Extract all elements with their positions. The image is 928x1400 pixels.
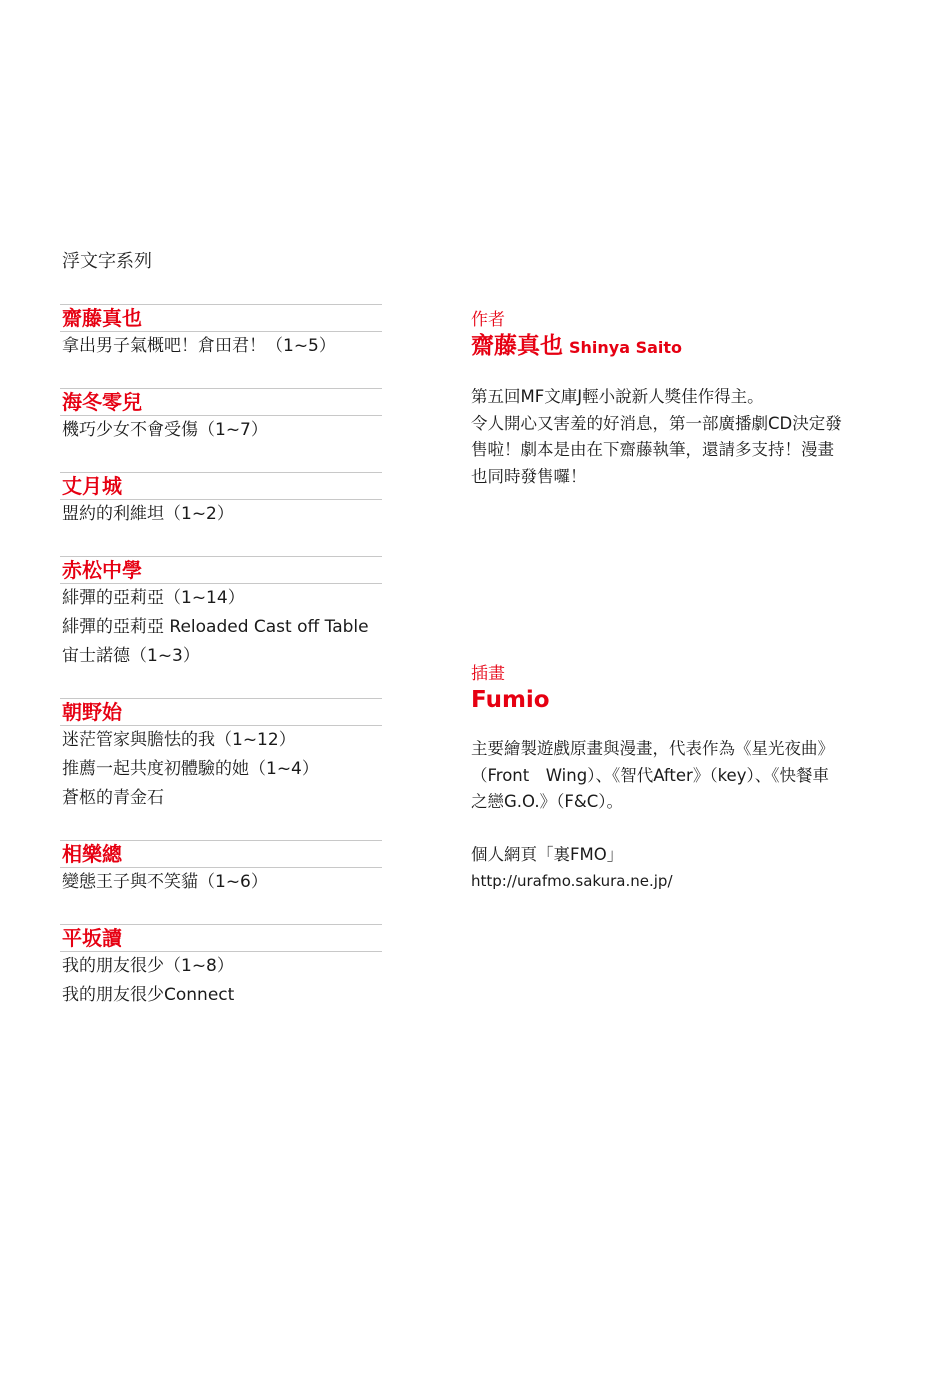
homepage-label: 個人網頁「裏FMO」 <box>471 844 624 864</box>
work-title: 宙士諾德（1~3） <box>62 646 200 666</box>
illustrator-name: Fumio <box>471 687 550 713</box>
work-title: 迷茫管家與膽怯的我（1~12） <box>62 730 296 750</box>
bio-line: 之戀G.O.》（F&C）。 <box>471 792 623 811</box>
author-name: 相樂總 <box>60 840 382 868</box>
author-name: 朝野始 <box>60 698 382 726</box>
homepage-url[interactable]: http://urafmo.sakura.ne.jp/ <box>471 872 673 890</box>
work-title: 緋彈的亞莉亞 Reloaded Cast off Table <box>62 617 369 637</box>
bio-line: 售啦！劇本是由在下齋藤執筆，還請多支持！漫畫 <box>471 440 834 459</box>
author-name: 齋藤真也 <box>60 304 382 332</box>
bio-line: 令人開心又害羞的好消息，第一部廣播劇CD決定發 <box>471 413 842 433</box>
author-name: 丈月城 <box>60 472 382 500</box>
author-profile-name <box>471 331 891 363</box>
work-title: 盟約的利維坦（1~2） <box>62 504 234 524</box>
author-entry <box>60 698 382 813</box>
work-title: 我的朋友很少（1~8） <box>62 956 234 976</box>
series-title: 浮文字系列 <box>62 251 152 272</box>
work-title: 機巧少女不會受傷（1~7） <box>62 420 268 440</box>
work-title: 我的朋友很少Connect <box>62 985 235 1005</box>
author-label: 作者 <box>471 310 505 330</box>
work-title: 推薦一起共度初體驗的她（1~4） <box>62 759 319 779</box>
author-entry <box>60 304 382 361</box>
author-name: 海冬零兒 <box>60 388 382 416</box>
bio-line: 也同時發售囉！ <box>471 466 587 486</box>
illustrator-label: 插畫 <box>471 664 505 684</box>
illustrator-bio <box>471 736 891 894</box>
illustrator-profile <box>471 663 891 894</box>
bio-line: 主要繪製遊戲原畫與漫畫，代表作為《星光夜曲》 <box>471 739 834 758</box>
author-entry <box>60 840 382 897</box>
work-title: 變態王子與不笑貓（1~6） <box>62 872 268 892</box>
author-entry <box>60 556 382 671</box>
bio-line: （Front Wing）、《智代After》（key）、《快餐車 <box>471 765 829 785</box>
author-entry <box>60 388 382 445</box>
work-title: 拿出男子氣概吧！倉田君！（1~5） <box>62 336 336 356</box>
bio-line: 第五回MF文庫J輕小說新人獎佳作得主。 <box>471 387 764 406</box>
author-entry <box>60 924 382 1010</box>
author-romaji: Shinya Saito <box>569 338 683 357</box>
work-title: 緋彈的亞莉亞（1~14） <box>62 588 245 608</box>
work-title: 蒼柩的青金石 <box>62 788 164 808</box>
author-name: 赤松中學 <box>60 556 382 584</box>
series-list <box>60 304 382 1037</box>
author-name: 平坂讀 <box>60 924 382 952</box>
author-profile <box>471 309 891 490</box>
author-bio <box>471 384 891 490</box>
author-entry <box>60 472 382 529</box>
author-profile-name-text: 齋藤真也 <box>471 333 563 359</box>
